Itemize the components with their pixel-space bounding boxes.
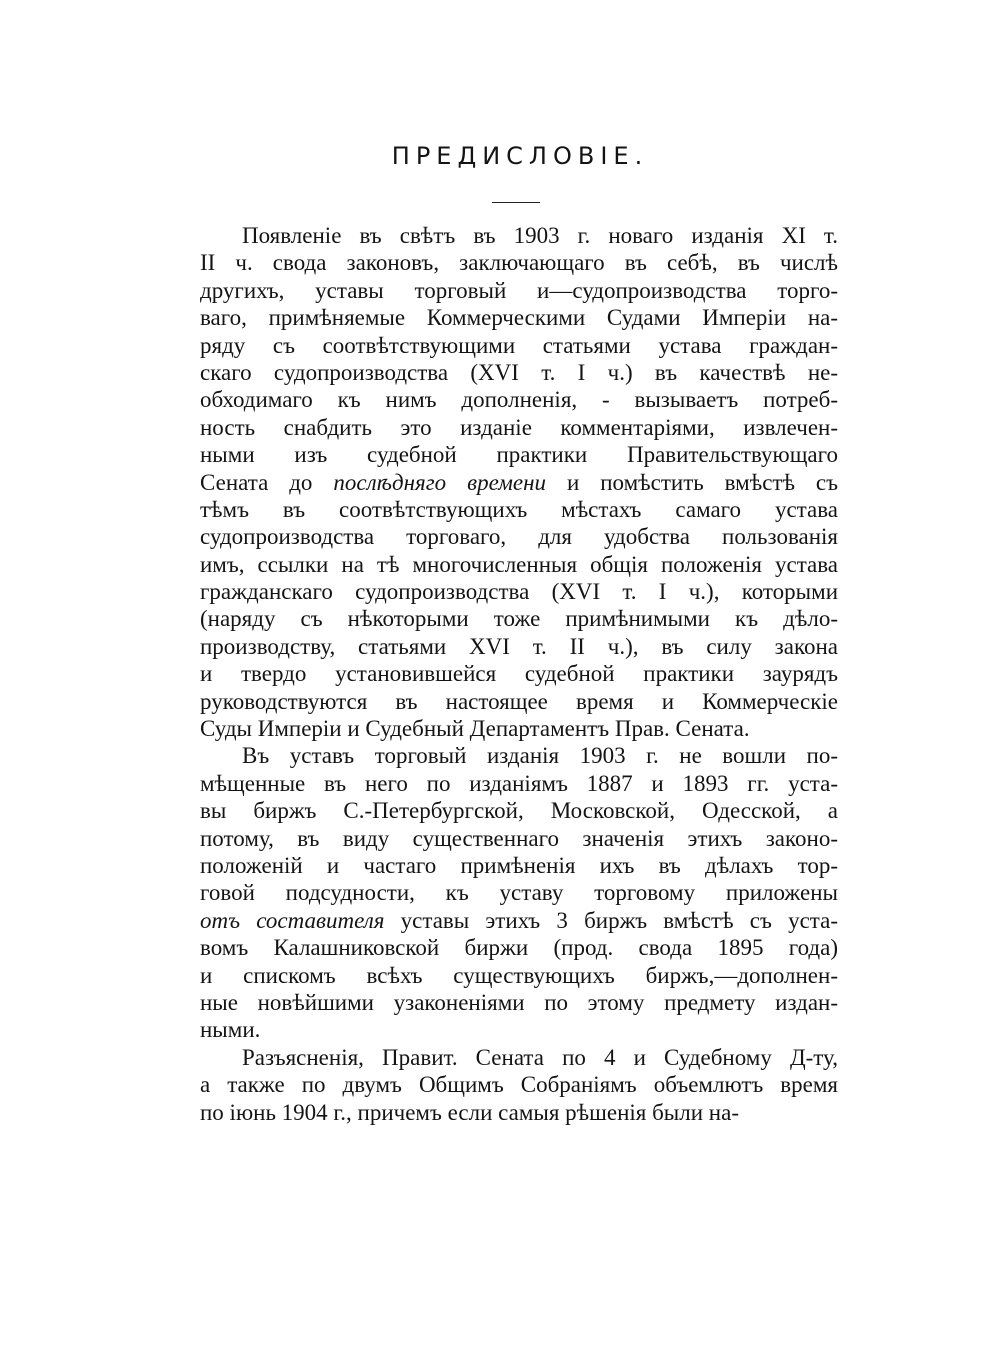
text-line: положеній и частаго примѣненія ихъ въ дѣлахъ тор- (200, 852, 838, 878)
text-line: вы биржъ С.-Петербургской, Московской, Одесской, а (200, 798, 838, 824)
preface-text (200, 222, 838, 1126)
text-line: ные новѣйшими узаконеніями по этому предмету издан- (200, 989, 838, 1015)
text-line: по іюнь 1904 г., причемъ если самыя рѣшенія были на- (200, 1099, 739, 1125)
text-line: другихъ, уставы торговый и—судопроизводства торго- (200, 277, 838, 303)
paragraph (200, 222, 838, 742)
title-divider (492, 202, 540, 203)
text-line: производству, статьями XVI т. II ч.), въ силу закона (200, 633, 838, 659)
text-line (200, 907, 838, 934)
text-line: II ч. свода законовъ, заключающаго въ себѣ, въ числѣ (200, 250, 838, 276)
text-line: мѣщенные въ него по изданіямъ 1887 и 1893 гг. уста- (200, 770, 838, 796)
text-line: потому, въ виду существеннаго значенія этихъ законо- (200, 825, 838, 851)
text-line: имъ, ссылки на тѣ многочисленныя общія положенія устава (200, 551, 838, 577)
italic-emphasis: послѣдняго времени (333, 469, 547, 495)
text-line: судопроизводства торговаго, для удобства пользованія (200, 524, 838, 550)
text-line: и твердо установившейся судебной практики заурядъ (200, 661, 838, 687)
text-line: вомъ Калашниковской биржи (прод. свода 1895 года) (200, 935, 838, 961)
page-title: ПРЕДИСЛОВІЕ. (391, 142, 649, 170)
text-line: ными. (200, 1017, 261, 1043)
text-line: говой подсудности, къ уставу торговому приложены (200, 880, 838, 906)
text-line: тѣмъ въ соотвѣтствующихъ мѣстахъ самаго устава (200, 496, 838, 522)
text-line: ряду съ соотвѣтствующими статьями устава граждан- (200, 332, 838, 358)
text-line: обходимаго къ нимъ дополненія, - вызываетъ потреб- (200, 387, 838, 413)
text-line: Разъясненія, Правит. Сената по 4 и Судебному Д-ту, (242, 1044, 838, 1070)
text-run: и помѣстить вмѣстѣ съ (546, 469, 838, 495)
text-line: а также по двумъ Общимъ Собраніямъ объемлютъ время (200, 1072, 838, 1098)
text-run: уставы этихъ 3 биржъ вмѣстѣ съ уста- (384, 907, 838, 933)
text-line: ваго, примѣняемые Коммерческими Судами Имперіи на- (200, 305, 838, 331)
text-run: Сената до (200, 469, 334, 495)
text-line: Суды Имперіи и Судебный Департаментъ Прав. Сената. (200, 716, 750, 742)
text-line: Въ уставъ торговый изданія 1903 г. не вошли по- (242, 743, 838, 769)
text-line (200, 469, 838, 496)
paragraph (200, 742, 838, 1043)
paragraph (200, 1044, 838, 1126)
text-line: гражданскаго судопроизводства (XVI т. I ч.), которыми (200, 579, 838, 605)
text-line: ность снабдить это изданіе комментаріями, извлечен- (200, 414, 838, 440)
italic-emphasis: отъ составителя (200, 907, 385, 933)
text-line: скаго судопроизводства (XVI т. I ч.) въ качествѣ не- (200, 359, 838, 385)
text-line: ными изъ судебной практики Правительствующаго (200, 442, 838, 468)
text-line: Появленіе въ свѣтъ въ 1903 г. новаго изданія XI т. (242, 223, 838, 248)
text-line: (наряду съ нѣкоторыми тоже примѣнимыми къ дѣло- (200, 606, 838, 632)
text-line: и спискомъ всѣхъ существующихъ биржъ,—дополнен- (200, 962, 838, 988)
text-line: руководствуются въ настоящее время и Коммерческіе (200, 688, 838, 714)
